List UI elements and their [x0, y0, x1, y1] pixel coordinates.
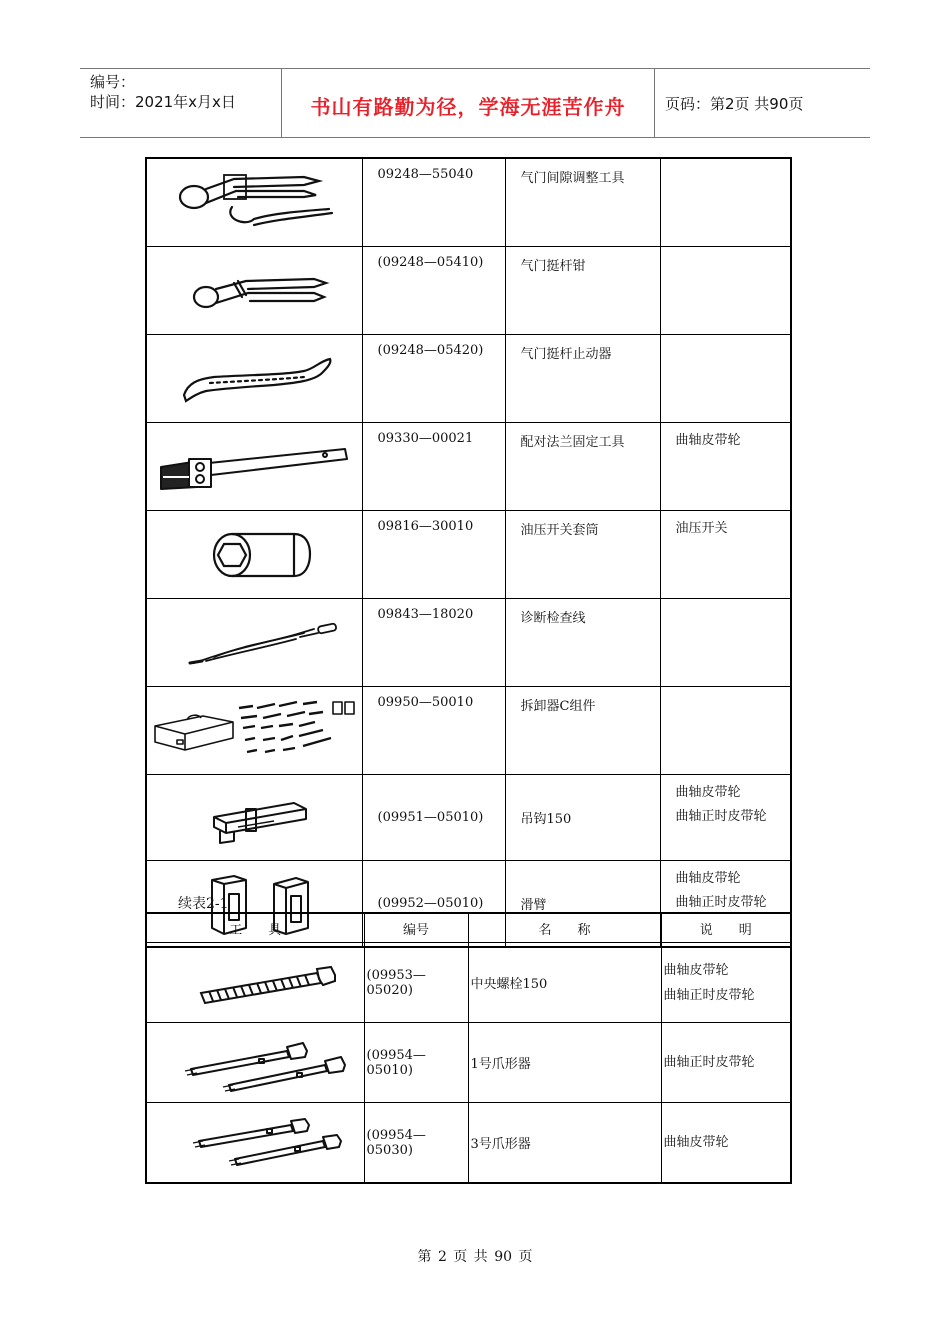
claw-no1-icon: [155, 1031, 355, 1095]
table-row: [146, 687, 791, 775]
tool-image-cell: [146, 775, 362, 861]
tool-name: 3号爪形器: [468, 1103, 661, 1184]
tool-note: [660, 775, 791, 861]
tool-image-cell: [146, 943, 364, 1023]
tool-name: 气门挺杆止动器: [505, 335, 660, 423]
table-row: [146, 247, 791, 335]
tool-name: 滑臂: [505, 861, 660, 948]
header-divider: [654, 69, 655, 137]
tool-note: [661, 1023, 791, 1103]
tool-code: (09954—05010): [364, 1023, 468, 1103]
note-line: 曲轴皮带轮: [663, 962, 729, 978]
tool-code: (09953—05020): [364, 943, 468, 1023]
tool-image-cell: [146, 158, 362, 247]
column-header-note: 说 明: [661, 913, 791, 943]
tool-code: 09843—18020: [362, 599, 505, 687]
tool-code: 09816—30010: [362, 511, 505, 599]
tool-note: [660, 158, 791, 247]
table-row: [146, 335, 791, 423]
valve-lifter-pliers-icon: [154, 261, 354, 321]
continued-table-label: 续表2-1: [178, 896, 229, 912]
table-row: [146, 1103, 791, 1184]
header-page-info: 页码：第2页 共90页: [665, 95, 804, 113]
note-line: 曲轴皮带轮: [663, 1135, 729, 1150]
column-header-name: 名 称: [468, 913, 661, 943]
note-line: 曲轴皮带轮: [675, 433, 741, 448]
note-line: 曲轴正时皮带轮: [663, 1055, 755, 1070]
tool-name: 诊断检查线: [505, 599, 660, 687]
tool-image-cell: [146, 335, 362, 423]
hanger-icon: [154, 787, 354, 849]
tool-code: 09950—50010: [362, 687, 505, 775]
center-bolt-icon: [155, 953, 355, 1013]
header-motto: 书山有路勤为径，学海无涯苦作舟: [310, 95, 626, 119]
socket-icon: [154, 524, 354, 586]
flange-holding-tool-icon: [149, 437, 359, 497]
tool-name: 拆卸器C组件: [505, 687, 660, 775]
time-label: 时间：2021年x月x日: [90, 93, 236, 111]
tool-note: [661, 943, 791, 1023]
note-line: 曲轴正时皮带轮: [675, 895, 767, 910]
tool-name: 气门挺杆钳: [505, 247, 660, 335]
tools-table-2: [145, 912, 792, 1184]
table-header-row: [146, 913, 791, 943]
table-row: [146, 158, 791, 247]
tool-note: [660, 511, 791, 599]
tool-code: (09954—05030): [364, 1103, 468, 1184]
table-row: [146, 423, 791, 511]
tool-note: [660, 423, 791, 511]
valve-clearance-tool-icon: [154, 167, 354, 239]
tool-name: 气门间隙调整工具: [505, 158, 660, 247]
header-left: [90, 72, 236, 112]
tool-image-cell: [146, 247, 362, 335]
table-row: [146, 599, 791, 687]
tool-name: 配对法兰固定工具: [505, 423, 660, 511]
tool-code: (09248—05420): [362, 335, 505, 423]
column-header-tool: 工 具: [146, 913, 364, 943]
table-row: [146, 1023, 791, 1103]
tool-note: [660, 335, 791, 423]
column-header-code: 编号: [364, 913, 468, 943]
tool-name: 吊钩150: [505, 775, 660, 861]
note-line: 曲轴皮带轮: [675, 785, 741, 800]
tool-code: (09952—05010): [362, 861, 505, 948]
diagnostic-wire-icon: [154, 613, 354, 673]
tool-note: [660, 599, 791, 687]
tool-image-cell: [146, 511, 362, 599]
tool-image-cell: [146, 1103, 364, 1184]
tool-image-cell: [146, 1023, 364, 1103]
tool-code: 09248—55040: [362, 158, 505, 247]
tool-code: 09330—00021: [362, 423, 505, 511]
tool-image-cell: [146, 423, 362, 511]
tool-image-cell: [146, 687, 362, 775]
note-line: 曲轴正时皮带轮: [675, 809, 767, 824]
tool-image-cell: [146, 599, 362, 687]
table-row: [146, 511, 791, 599]
note-line: 曲轴皮带轮: [675, 871, 741, 886]
puller-set-icon: [147, 696, 361, 766]
tool-note: [660, 247, 791, 335]
page-header: [80, 68, 870, 138]
tool-name: 1号爪形器: [468, 1023, 661, 1103]
table-row: [146, 943, 791, 1023]
claw-no3-icon: [155, 1111, 355, 1175]
table-row: [146, 775, 791, 861]
tool-name: 中央螺栓150: [468, 943, 661, 1023]
tool-note: [661, 1103, 791, 1184]
valve-lifter-stopper-icon: [154, 349, 354, 409]
tools-table-1: [145, 157, 792, 948]
tool-code: (09951—05010): [362, 775, 505, 861]
tool-name: 油压开关套筒: [505, 511, 660, 599]
number-label: 编号：: [90, 73, 136, 91]
page-footer: 第 2 页 共 90 页: [417, 1249, 533, 1265]
tool-code: (09248—05410): [362, 247, 505, 335]
note-line: 曲轴正时皮带轮: [663, 987, 755, 1003]
note-line: 油压开关: [675, 521, 728, 536]
tool-note: [660, 687, 791, 775]
